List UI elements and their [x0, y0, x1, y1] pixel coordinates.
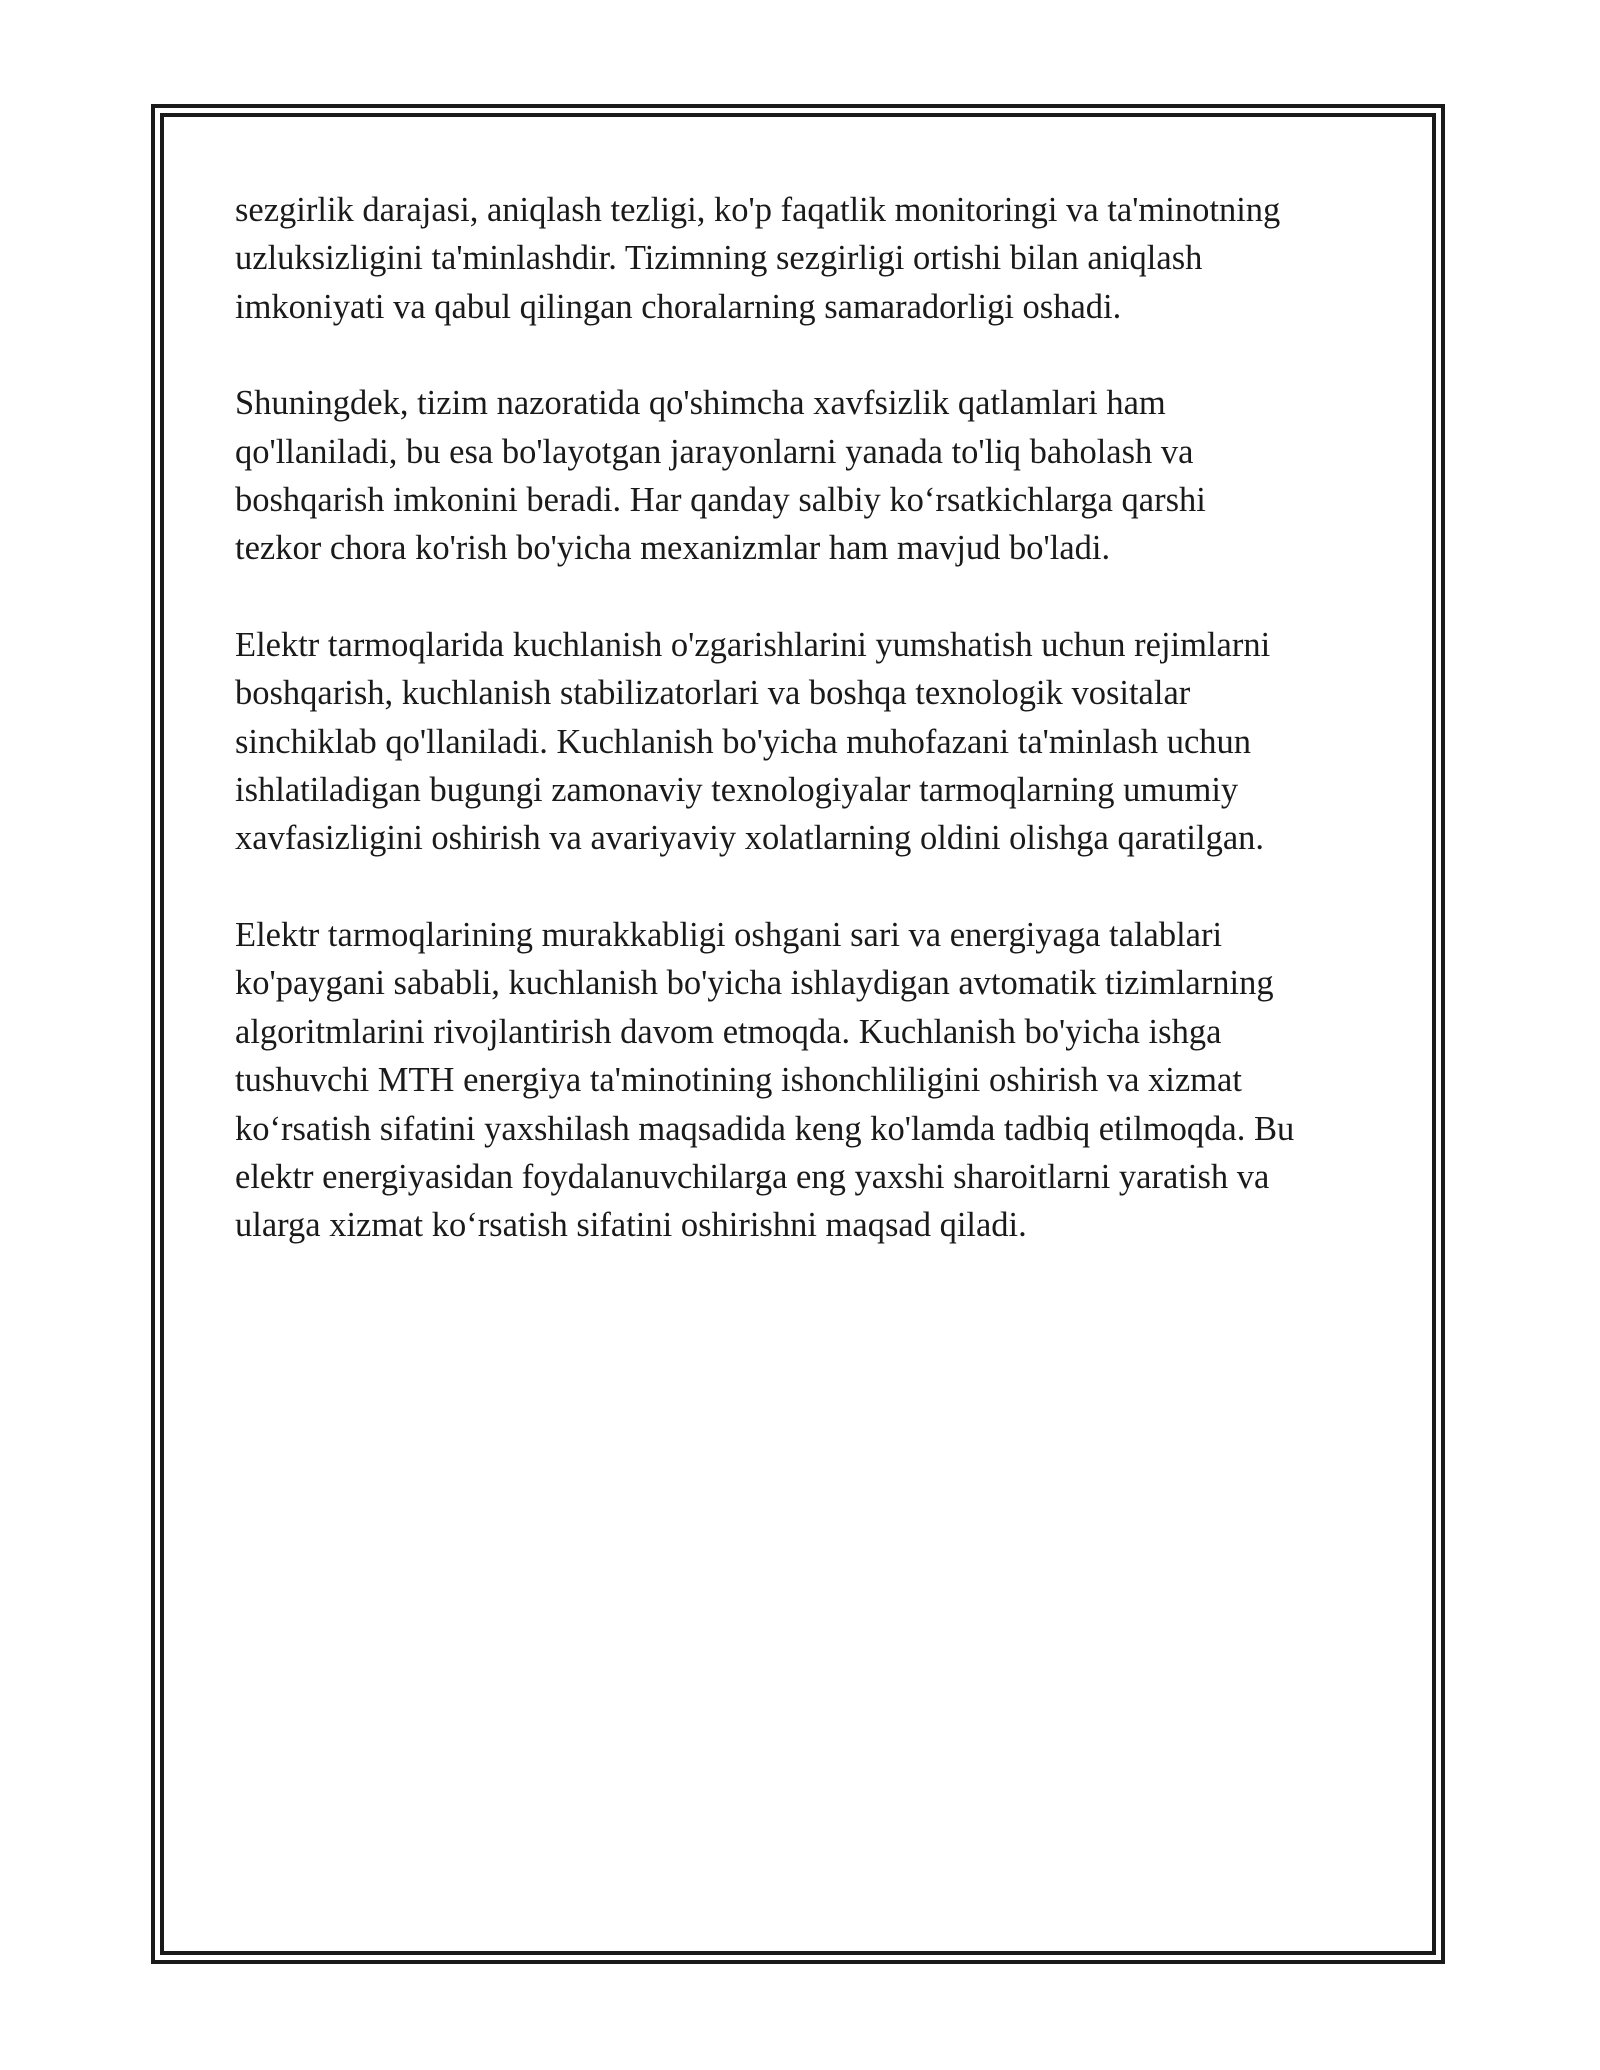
text-line: sezgirlik darajasi, aniqlash tezligi, ko'p faqatlik monitoringi va ta'minotning [235, 191, 1281, 229]
text-line: Elektr tarmoqlarining murakkabligi oshgani sari va energiyaga talablari [235, 915, 1223, 954]
text-line: koʻrsatish sifatini yaxshilash maqsadida keng ko'lamda tadbiq etilmoqda. Bu [235, 1109, 1295, 1148]
text-line: boshqarish, kuchlanish stabilizatorlari va boshqa texnologik vositalar [235, 674, 1191, 713]
text-line: xavfasizligini oshirish va avariyaviy xolatlarning oldini olishga qaratilgan. [235, 819, 1265, 858]
document-body [235, 186, 1365, 1298]
text-line: sinchiklab qo'llaniladi. Kuchlanish bo'yicha muhofazani ta'minlash uchun [235, 722, 1252, 761]
text-line: boshqarish imkonini beradi. Har qanday salbiy koʻrsatkichlarga qarshi [235, 481, 1206, 520]
text-line: algoritmlarini rivojlantirish davom etmoqda. Kuchlanish bo'yicha ishga [235, 1012, 1222, 1051]
text-line: uzluksizligini ta'minlashdir. Tizimning sezgirligi ortishi bilan aniqlash [235, 239, 1203, 278]
text-line: elektr energiyasidan foydalanuvchilarga eng yaxshi sharoitlarni yaratish va [235, 1157, 1270, 1196]
text-line: ishlatiladigan bugungi zamonaviy texnologiyalar tarmoqlarning umumiy [235, 771, 1239, 810]
text-line: Elektr tarmoqlarida kuchlanish o'zgarishlarini yumshatish uchun rejimlarni [235, 625, 1271, 664]
paragraph-2 [235, 379, 1365, 573]
paragraph-4 [235, 911, 1365, 1250]
text-line: Shuningdek, tizim nazoratida qo'shimcha xavfsizlik qatlamlari ham [235, 384, 1166, 423]
text-line: imkoniyati va qabul qilingan choralarning samaradorligi oshadi. [235, 287, 1122, 326]
paragraph-3 [235, 621, 1365, 863]
text-line: ularga xizmat koʻrsatish sifatini oshirishni maqsad qiladi. [235, 1206, 1027, 1245]
text-line: tushuvchi MTH energiya ta'minotining ishonchliligini oshirish va xizmat [235, 1061, 1242, 1100]
text-line: qo'llaniladi, bu esa bo'layotgan jarayonlarni yanada to'liq baholash va [235, 432, 1194, 471]
paragraph-1 [235, 186, 1365, 331]
text-line: ko'paygani sababli, kuchlanish bo'yicha ishlaydigan avtomatik tizimlarning [235, 964, 1274, 1003]
text-line: tezkor chora ko'rish bo'yicha mexanizmlar ham mavjud bo'ladi. [235, 529, 1111, 568]
